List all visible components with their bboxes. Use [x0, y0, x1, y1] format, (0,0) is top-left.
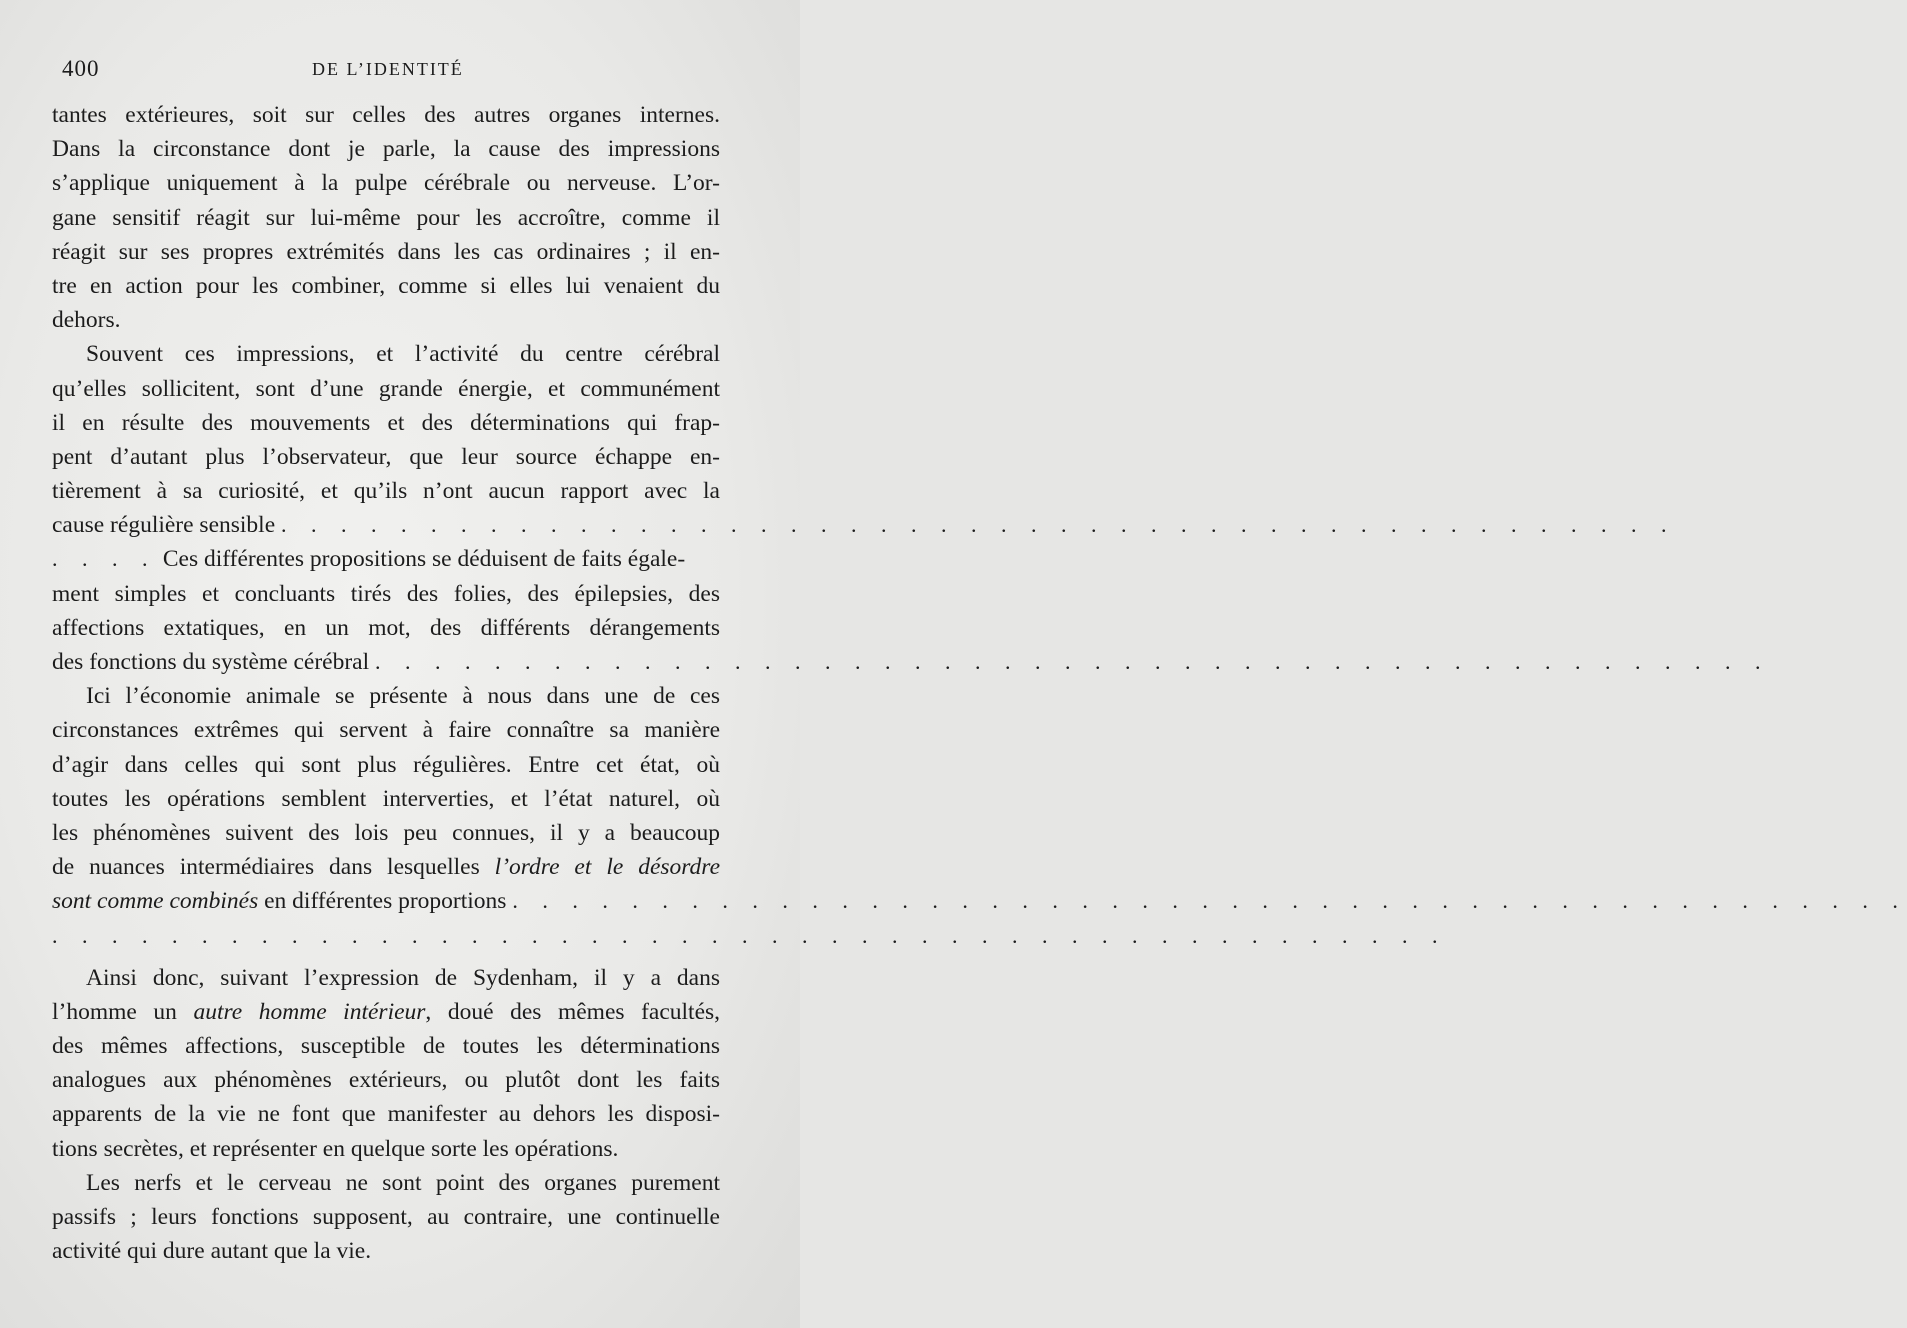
- text-line: affections extatiques, en un mot, des différents dérangements: [52, 614, 720, 641]
- text-line: [52, 850, 720, 884]
- dot-leader: . . . . . . . . . . . . . . . . . . . . . . . . . . . . . . . . . . . . . . . . . . . . . . .: [52, 922, 1447, 948]
- text-run: des fonctions du système cérébral: [52, 649, 370, 675]
- text-line: [52, 645, 1771, 679]
- dot-leader: . . . .: [52, 546, 157, 572]
- text-line: Ici l’économie animale se présente à nous dans une de ces: [86, 683, 720, 710]
- text-line: ment simples et concluants tirés des folies, des épilepsies, des: [52, 580, 720, 607]
- dot-leader: . . . . . . . . . . . . . . . . . . . . . . . . . . . . . . . . . . . . . . . . . . . . . . .: [281, 512, 1677, 538]
- text-line: circonstances extrêmes qui servent à faire connaître sa manière: [52, 717, 720, 744]
- text-line: [52, 508, 1677, 542]
- paragraph-6: [52, 1166, 720, 1269]
- text-line: [52, 542, 720, 576]
- text-line: réagit sur ses propres extrémités dans les cas ordinaires ; il en-: [52, 238, 720, 265]
- running-title: DE L’IDENTITÉ: [312, 59, 464, 79]
- text-line: pent d’autant plus l’observateur, que leur source échappe en-: [52, 443, 720, 470]
- paragraph-5: [52, 961, 720, 1166]
- text-line: Souvent ces impressions, et l’activité du centre cérébral: [86, 341, 720, 368]
- paragraph-2: [52, 337, 1677, 542]
- text-line: toutes les opérations semblent interverties, et l’état naturel, où: [52, 785, 720, 812]
- page-number: 400: [62, 56, 100, 81]
- page-body: [52, 98, 1907, 1268]
- text-line: dehors.: [52, 307, 121, 334]
- text-line: il en résulte des mouvements et des déterminations qui frap-: [52, 409, 720, 436]
- text-line: tre en action pour les combiner, comme si elles lui venaient du: [52, 272, 720, 299]
- text-run: , doué des mêmes facultés,: [425, 998, 721, 1025]
- text-line: gane sensitif réagit sur lui-même pour les accroître, comme il: [52, 204, 720, 231]
- text-line: s’applique uniquement à la pulpe cérébrale ou nerveuse. L’or-: [52, 170, 720, 197]
- text-line: analogues aux phénomènes extérieurs, ou plutôt dont les faits: [52, 1067, 720, 1094]
- text-line: tièrement à sa curiosité, et qu’ils n’ont aucun rapport avec la: [52, 478, 720, 505]
- paragraph-3: [52, 542, 1771, 679]
- paragraph-4: [52, 679, 1907, 953]
- text-line: des mêmes affections, susceptible de toutes les déterminations: [52, 1033, 720, 1060]
- italic-run: sont comme combinés: [52, 888, 259, 915]
- text-run: de nuances intermédiaires dans lesquelles: [52, 854, 480, 881]
- text-run: l’homme un: [52, 998, 177, 1025]
- text-line: qu’elles sollicitent, sont d’une grande énergie, et communément: [52, 375, 720, 402]
- page-header: [62, 56, 740, 90]
- text-line: les phénomènes suivent des lois peu connues, il y a beaucoup: [52, 819, 720, 846]
- dot-leader: . . . . . . . . . . . . . . . . . . . . . . . . . . . . . . . . . . . . . . . . . . . . . . .: [512, 888, 1907, 914]
- text-line: tions secrètes, et représenter en quelque sorte les opérations.: [52, 1135, 619, 1162]
- text-run: Ces différentes propositions se déduisent de faits égale-: [162, 546, 686, 573]
- dot-leader: . . . . . . . . . . . . . . . . . . . . . . . . . . . . . . . . . . . . . . . . . . . . . . .: [375, 649, 1771, 674]
- text-line: apparents de la vie ne font que manifester au dehors les disposi-: [52, 1101, 720, 1128]
- text-line: tantes extérieures, soit sur celles des autres organes internes.: [52, 102, 720, 128]
- text-line: Ainsi donc, suivant l’expression de Sydenham, il y a dans: [86, 964, 720, 991]
- text-line: activité qui dure autant que la vie.: [52, 1238, 372, 1265]
- text-line: d’agir dans celles qui sont plus régulières. Entre cet état, où: [52, 751, 720, 778]
- italic-run: l’ordre et le désordre: [494, 854, 721, 881]
- italic-run: autre homme intérieur: [193, 998, 426, 1025]
- paragraph-1: [52, 98, 720, 337]
- text-run: en différentes proportions: [264, 888, 507, 915]
- text-line: Dans la circonstance dont je parle, la cause des impressions: [52, 136, 720, 163]
- text-line: [52, 884, 1907, 918]
- text-line: Les nerfs et le cerveau ne sont point des organes purement: [86, 1169, 720, 1196]
- text-run: cause régulière sensible: [52, 512, 276, 539]
- text-line: [52, 995, 720, 1029]
- text-line: passifs ; leurs fonctions supposent, au contraire, une continuelle: [52, 1204, 720, 1230]
